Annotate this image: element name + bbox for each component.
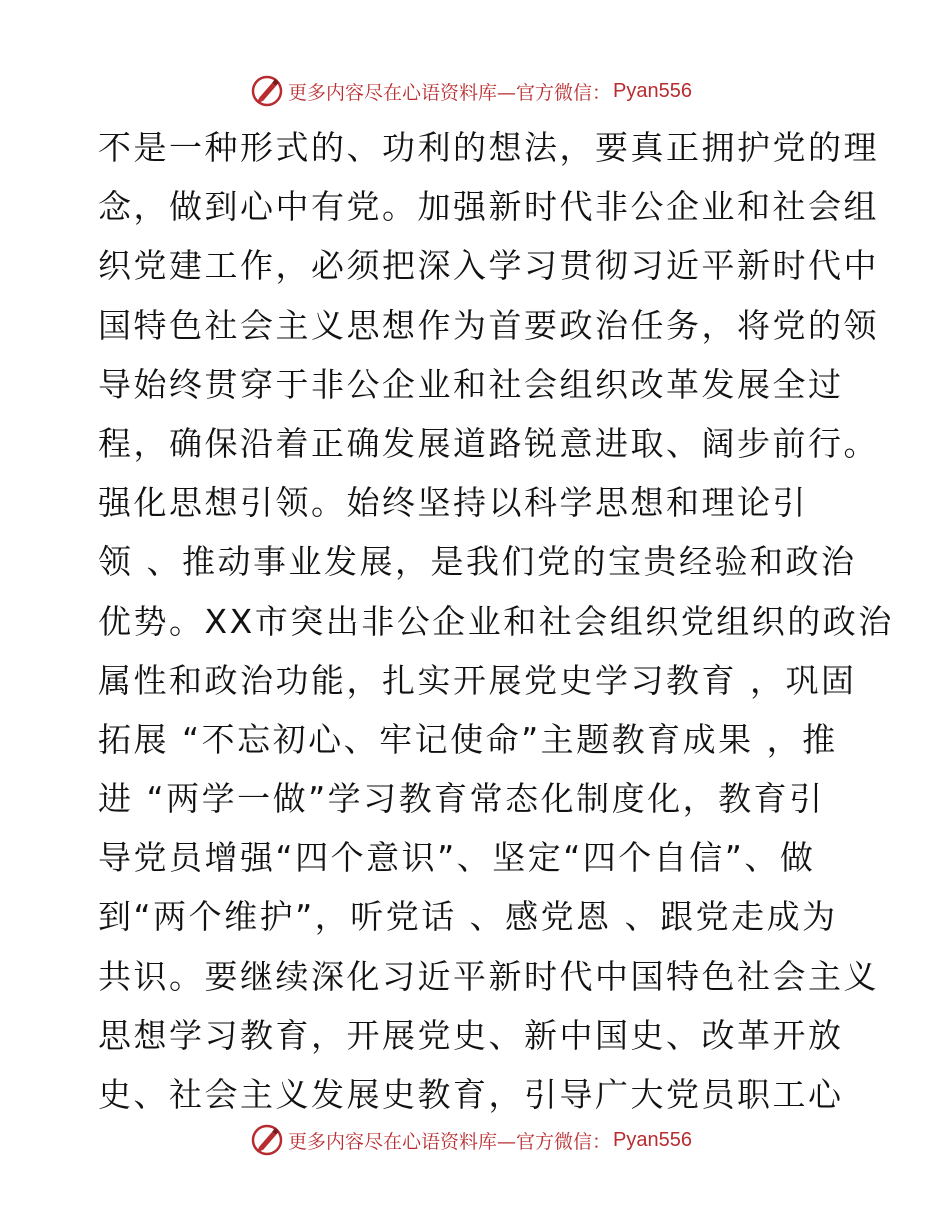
text-line: 优势。XX市突出非公企业和社会组织党组织的政治 bbox=[98, 601, 894, 641]
watermark-id: Pyan556 bbox=[613, 1128, 692, 1151]
watermark-text: 更多内容尽在心语资料库—官方微信： bbox=[288, 81, 612, 104]
text-line: 属性和政治功能，扎实开展党史学习教育 ，巩固 bbox=[98, 660, 857, 700]
text-line: 到“两个维护”，听党话 、感党恩 、跟党走成为 bbox=[98, 897, 838, 937]
watermark-id: Pyan556 bbox=[613, 79, 692, 102]
text-line: 不是一种形式的、功利的想法，要真正拥护党的理 bbox=[98, 128, 879, 167]
text-line: 国特色社会主义思想作为首要政治任务，将党的领 bbox=[98, 305, 879, 345]
text-line: 拓展 “不忘初心、牢记使命”主题教育成果 ，推 bbox=[98, 719, 838, 759]
text-line: 程，确保沿着正确发展道路锐意进取、阔步前行。 bbox=[98, 423, 879, 463]
brand-logo-icon bbox=[250, 74, 284, 108]
text-line: 进 “两学一做”学习教育常态化制度化，教育引 bbox=[98, 779, 825, 819]
footer-watermark bbox=[0, 1120, 950, 1160]
text-line: 思想学习教育，开展党史、新中国史、改革开放 bbox=[98, 1015, 844, 1055]
text-line: 强化思想引领。始终坚持以科学思想和理论引 bbox=[98, 483, 808, 523]
header-watermark bbox=[0, 71, 950, 111]
text-line: 念，做到心中有党。加强新时代非公企业和社会组 bbox=[98, 187, 879, 227]
document-body bbox=[98, 118, 894, 1124]
watermark-text: 更多内容尽在心语资料库—官方微信： bbox=[288, 1130, 612, 1153]
text-line: 史、社会主义发展史教育，引导广大党员职工心 bbox=[98, 1075, 844, 1114]
brand-logo-icon bbox=[250, 1123, 284, 1157]
text-line: 导始终贯穿于非公企业和社会组织改革发展全过 bbox=[98, 364, 844, 404]
text-line: 织党建工作，必须把深入学习贯彻习近平新时代中 bbox=[98, 246, 879, 286]
text-line: 导党员增强“四个意识”、坚定“四个自信”、做 bbox=[98, 838, 816, 878]
text-line: 共识。要继续深化习近平新时代中国特色社会主义 bbox=[98, 956, 879, 996]
text-line: 领 、推动事业发展，是我们党的宝贵经验和政治 bbox=[98, 542, 857, 582]
